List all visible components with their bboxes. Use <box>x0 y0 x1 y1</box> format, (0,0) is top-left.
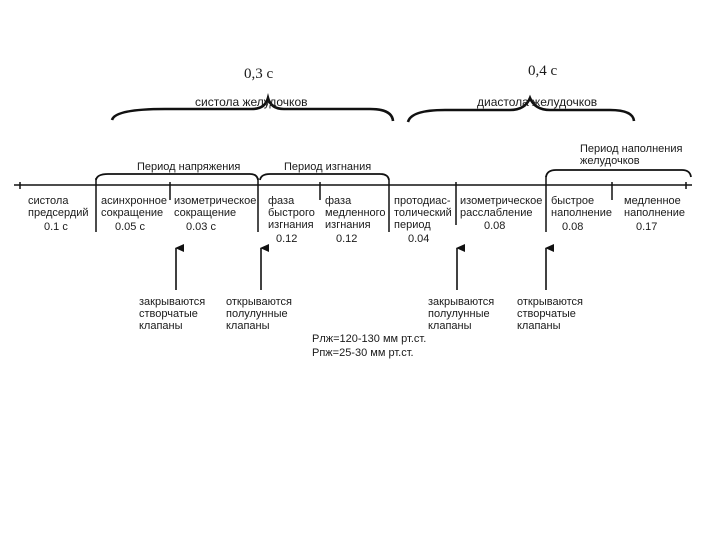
pressure-right-ventricle: Рпж=25-30 мм рт.ст. <box>312 347 414 359</box>
phase-slow-ejection-value: 0.12 <box>336 233 358 245</box>
ejection-period-brace <box>260 174 389 180</box>
phase-fast-ejection: фаза быстрого изгнания <box>268 195 315 231</box>
phase-fast-ejection-value: 0.12 <box>276 233 298 245</box>
event-av-close: закрываются створчатые клапаны <box>139 296 206 332</box>
phase-asynchronous: асинхронное сокращение <box>101 195 167 219</box>
systole-label: систола желудочков <box>195 95 308 109</box>
phase-slow-filling: медленное наполнение <box>624 195 685 219</box>
event-semilunar-close: закрываются полулунные клапаны <box>428 296 495 332</box>
phase-isometric-relaxation-value: 0.08 <box>484 220 506 232</box>
phase-atrial-systole: систола предсердий <box>28 195 89 219</box>
systole-duration: 0,3 с <box>244 66 274 82</box>
phase-slow-filling-value: 0.17 <box>636 221 658 233</box>
phase-asynchronous-value: 0.05 с <box>115 221 145 233</box>
event-semilunar-open: открываются полулунные клапаны <box>226 296 292 332</box>
phase-fast-filling: быстрое наполнение <box>551 195 612 219</box>
phase-isometric-relaxation: изометрическое расслабление <box>460 195 543 219</box>
filling-period-brace <box>546 170 691 177</box>
phase-protodiastolic-value: 0.04 <box>408 233 430 245</box>
event-av-open: открываются створчатые клапаны <box>517 296 583 332</box>
phase-isometric-contraction: изометрическое сокращение <box>174 195 257 219</box>
diastole-duration: 0,4 с <box>528 63 558 79</box>
ejection-period-label: Период изгнания <box>284 161 372 173</box>
filling-period-label: Период наполнения желудочков <box>580 143 683 167</box>
tension-period-label: Период напряжения <box>137 161 241 173</box>
phase-atrial-systole-value: 0.1 с <box>44 221 68 233</box>
phase-protodiastolic: протодиас-толический период <box>394 195 452 231</box>
phase-fast-filling-value: 0.08 <box>562 221 584 233</box>
pressure-left-ventricle: Рлж=120-130 мм рт.ст. <box>312 333 427 345</box>
tension-period-brace <box>96 174 258 180</box>
diastole-label: диастола желудочков <box>477 95 598 109</box>
phase-slow-ejection: фаза медленного изгнания <box>325 195 386 231</box>
phase-isometric-contraction-value: 0.03 с <box>186 221 216 233</box>
